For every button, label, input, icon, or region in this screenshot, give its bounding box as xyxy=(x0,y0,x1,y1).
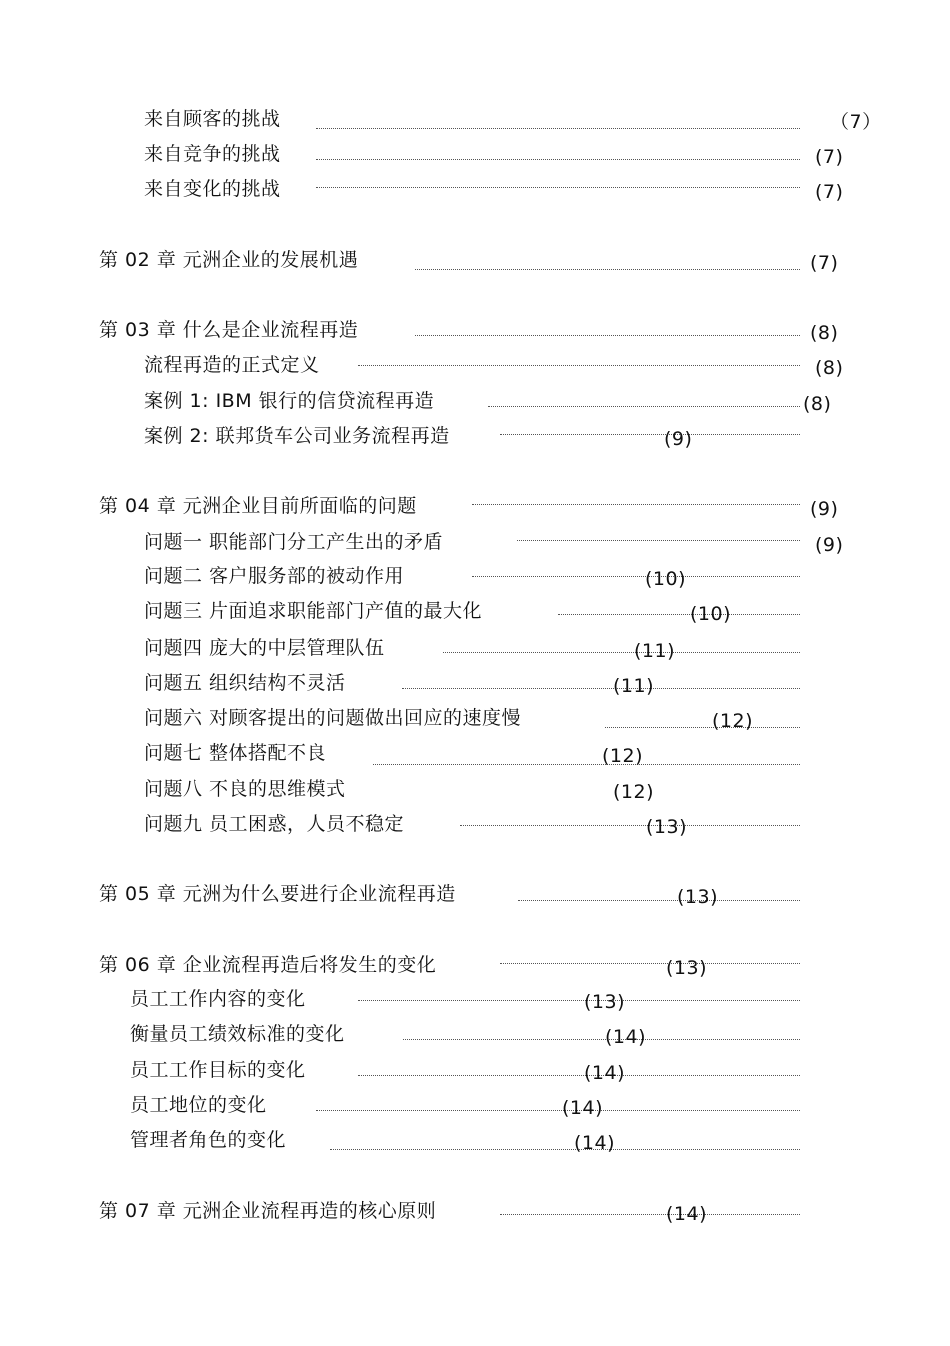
toc-leader-dots xyxy=(415,269,800,270)
toc-page-number: (14) xyxy=(666,1203,708,1225)
toc-page-number: （7） xyxy=(830,111,882,133)
toc-page-number: (9) xyxy=(815,534,844,556)
toc-entry xyxy=(0,988,950,1018)
toc-page-number: (7) xyxy=(815,181,844,203)
toc-leader-dots xyxy=(488,406,800,407)
toc-page-number: (13) xyxy=(677,886,719,908)
toc-page-number: (8) xyxy=(810,322,839,344)
toc-entry-title: 问题一 职能部门分工产生出的矛盾 xyxy=(144,531,444,553)
toc-page-number: (8) xyxy=(815,357,844,379)
toc-entry-title: 员工地位的变化 xyxy=(130,1094,267,1116)
toc-leader-dots xyxy=(373,764,800,765)
toc-leader-dots xyxy=(517,540,800,541)
toc-entry xyxy=(0,1059,950,1089)
toc-entry xyxy=(0,883,950,913)
toc-page-number: (9) xyxy=(810,498,839,520)
toc-entry-title: 问题七 整体搭配不良 xyxy=(144,742,327,764)
toc-page-number: (13) xyxy=(584,991,626,1013)
toc-entry xyxy=(0,354,950,384)
toc-entry-title: 案例 1: IBM 银行的信贷流程再造 xyxy=(144,390,435,412)
toc-leader-dots xyxy=(330,1149,800,1150)
toc-page-number: (12) xyxy=(712,710,754,732)
toc-page-number: (10) xyxy=(645,568,687,590)
toc-entry-title: 第 02 章 元洲企业的发展机遇 xyxy=(99,249,359,271)
toc-entry-title: 来自顾客的挑战 xyxy=(144,108,281,130)
toc-entry xyxy=(0,813,950,843)
toc-leader-dots xyxy=(472,576,800,577)
toc-leader-dots xyxy=(605,727,800,728)
toc-page-number: (7) xyxy=(810,252,839,274)
toc-page-number: (7) xyxy=(815,146,844,168)
toc-entry xyxy=(0,319,950,349)
toc-page-number: (9) xyxy=(664,428,693,450)
toc-entry-title: 员工工作目标的变化 xyxy=(130,1059,306,1081)
toc-entry xyxy=(0,249,950,279)
toc-leader-dots xyxy=(403,1039,800,1040)
toc-entry xyxy=(0,390,950,420)
toc-leader-dots xyxy=(460,825,800,826)
toc-entry xyxy=(0,495,950,525)
toc-page-number: (14) xyxy=(562,1097,604,1119)
toc-entry-title: 案例 2: 联邦货车公司业务流程再造 xyxy=(144,425,450,447)
toc-leader-dots xyxy=(358,1075,800,1076)
toc-entry xyxy=(0,600,950,630)
toc-entry xyxy=(0,707,950,737)
toc-leader-dots xyxy=(316,159,800,160)
toc-entry-title: 问题八 不良的思维模式 xyxy=(144,778,346,800)
toc-leader-dots xyxy=(472,504,800,505)
toc-entry-title: 流程再造的正式定义 xyxy=(144,354,320,376)
toc-leader-dots xyxy=(402,688,800,689)
toc-entry xyxy=(0,637,950,667)
toc-leader-dots xyxy=(316,128,800,129)
toc-page-number: (10) xyxy=(690,603,732,625)
toc-leader-dots xyxy=(358,1000,800,1001)
toc-entry xyxy=(0,531,950,561)
toc-entry-title: 管理者角色的变化 xyxy=(130,1129,287,1151)
toc-entry-title: 问题五 组织结构不灵活 xyxy=(144,672,346,694)
toc-entry-title: 第 06 章 企业流程再造后将发生的变化 xyxy=(99,954,437,976)
toc-page-number: (13) xyxy=(646,816,688,838)
toc-entry-title: 问题三 片面追求职能部门产值的最大化 xyxy=(144,600,483,622)
toc-entry-title: 第 05 章 元洲为什么要进行企业流程再造 xyxy=(99,883,456,905)
toc-entry xyxy=(0,672,950,702)
toc-entry-title: 问题九 员工困惑，人员不稳定 xyxy=(144,813,405,835)
toc-entry xyxy=(0,143,950,173)
toc-entry-title: 员工工作内容的变化 xyxy=(130,988,306,1010)
toc-entry-title: 第 03 章 什么是企业流程再造 xyxy=(99,319,359,341)
toc-entry-title: 来自变化的挑战 xyxy=(144,178,281,200)
toc-leader-dots xyxy=(558,614,800,615)
toc-leader-dots xyxy=(518,900,800,901)
toc-entry xyxy=(0,565,950,595)
toc-leader-dots xyxy=(316,1110,800,1111)
toc-page-number: (11) xyxy=(613,675,655,697)
toc-leader-dots xyxy=(500,1214,800,1215)
toc-entry xyxy=(0,1200,950,1230)
toc-entry xyxy=(0,1129,950,1159)
toc-entry xyxy=(0,778,950,808)
toc-leader-dots xyxy=(358,365,800,366)
toc-page-number: (12) xyxy=(602,745,644,767)
toc-page-number: (14) xyxy=(584,1062,626,1084)
toc-page-number: (14) xyxy=(574,1132,616,1154)
toc-leader-dots xyxy=(443,652,800,653)
toc-entry xyxy=(0,108,950,138)
toc-entry-title: 来自竞争的挑战 xyxy=(144,143,281,165)
toc-page-number: (12) xyxy=(613,781,655,803)
toc-page-number: (14) xyxy=(605,1026,647,1048)
toc-entry-title: 第 07 章 元洲企业流程再造的核心原则 xyxy=(99,1200,437,1222)
toc-entry xyxy=(0,425,950,455)
toc-entry-title: 问题四 庞大的中层管理队伍 xyxy=(144,637,385,659)
toc-entry-title: 第 04 章 元洲企业目前所面临的问题 xyxy=(99,495,417,517)
toc-leader-dots xyxy=(316,187,800,188)
toc-entry-title: 衡量员工绩效标准的变化 xyxy=(130,1023,345,1045)
toc-page-number: (13) xyxy=(666,957,708,979)
toc-entry xyxy=(0,742,950,772)
toc-entry xyxy=(0,178,950,208)
toc-entry xyxy=(0,954,950,984)
toc-leader-dots xyxy=(500,963,800,964)
toc-entry-title: 问题二 客户服务部的被动作用 xyxy=(144,565,405,587)
toc-page-number: (11) xyxy=(634,640,676,662)
toc-entry xyxy=(0,1023,950,1053)
toc-entry xyxy=(0,1094,950,1124)
toc-leader-dots xyxy=(415,335,800,336)
toc-page-number: (8) xyxy=(803,393,832,415)
toc-entry-title: 问题六 对顾客提出的问题做出回应的速度慢 xyxy=(144,707,522,729)
toc-leader-dots xyxy=(500,434,800,435)
